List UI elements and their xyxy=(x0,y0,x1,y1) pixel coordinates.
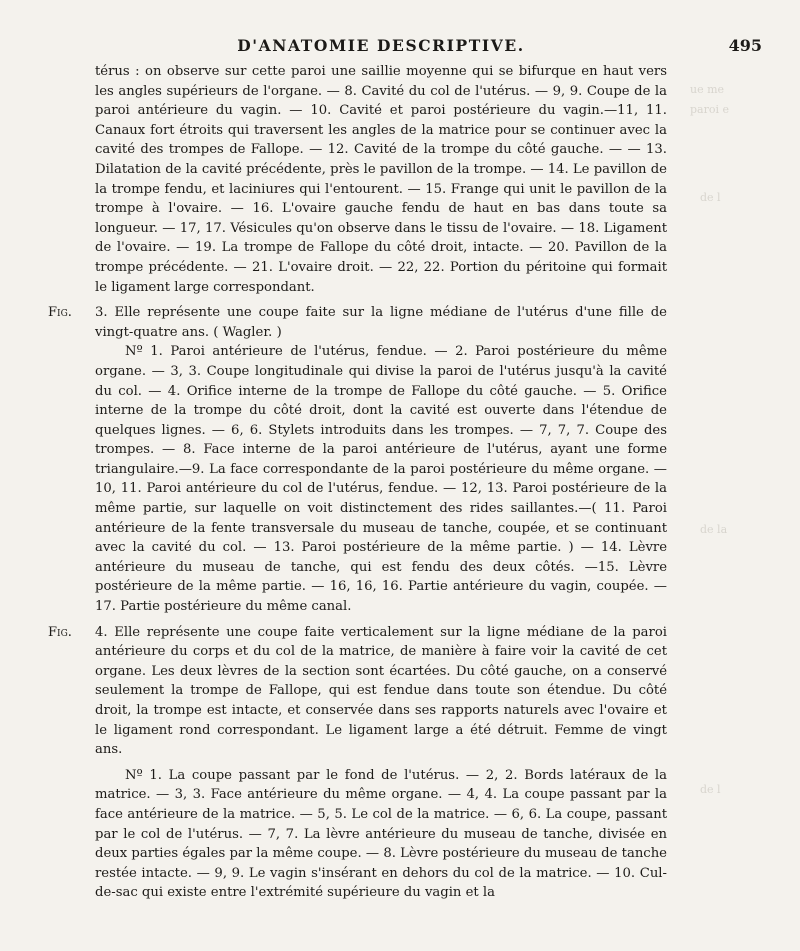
show-through-text: de l xyxy=(700,191,721,204)
page-body xyxy=(48,62,667,903)
show-through-text: ue me xyxy=(690,83,725,96)
header-title: D'ANATOMIE DESCRIPTIVE. xyxy=(237,36,525,55)
figure-3-intro: 3. Elle représente une coupe faite sur la ligne médiane de l'utérus d'une fille de vingt-quatre ans. ( Wagler. ) xyxy=(95,305,667,340)
figure-3-details: Nº 1. Paroi antérieure de l'utérus, fendue. — 2. Paroi postérieure du même organe. — 3, 3. Coupe longitudinale qui divise la paroi de l'utérus jusqu'à la cavité du col. — 4. Orifice interne de la trompe de Fallope du côté gauche. — 5. Orifice interne de la trompe du côté droit, dont la cavité est ouverte dans l'étendue de quelques lignes. — 6, 6. Stylets introduits dans les trompes. — 7, 7, 7. Coupe des trompes. — 8. Face interne de la paroi antérieure de l'utérus, ayant une forme triangulaire.—9. La face correspondante de la paroi postérieure du même organe. — 10, 11. Paroi antérieure du col de l'utérus, fendue. — 12, 13. Paroi postérieure de la même partie, sur laquelle on voit distinctement des rides saillantes.—( 11. Paroi antérieure de la fente transversale du museau de tanche, coupée, et se continuant avec la cavité du col. — 13. Paroi postérieure de la même partie. ) — 14. Lèvre antérieure du museau de tanche, qui est fendu des deux côtés. —15. Lèvre postérieure de la même partie. — 16, 16, 16. Partie antérieure du vagin, coupée. — 17. Partie postérieure du même canal. xyxy=(95,344,667,615)
show-through-text: de l xyxy=(700,783,721,796)
figure-label: Fig. xyxy=(48,305,72,321)
figure-4-caption xyxy=(48,623,667,760)
figure-3-caption xyxy=(48,303,667,342)
page-number: 495 xyxy=(728,36,762,55)
show-through-text: de la xyxy=(700,523,728,536)
figure-4-details: Nº 1. La coupe passant par le fond de l'utérus. — 2, 2. Bords latéraux de la matrice. — 3, 3. Face antérieure du même organe. — 4, 4. La coupe passant par la face antérieure de la matrice. — 5, 5. Le col de la matrice. — 6, 6. La coupe, passant par le col de l'utérus. — 7, 7. La lèvre antérieure du museau de tanche, divisée en deux parties égales par la même coupe. — 8. Lèvre postérieure du museau de tanche restée intacte. — 9, 9. Le vagin s'insérant en dehors du col de la matrice. — 10. Cul-de-sac qui existe entre l'extrémité supérieure du vagin et la xyxy=(95,767,667,901)
figure-label: Fig. xyxy=(48,624,72,640)
show-through-text: paroi e xyxy=(690,103,730,116)
running-header xyxy=(95,36,762,62)
figure-4-intro: 4. Elle représente une coupe faite verticalement sur la ligne médiane de la paroi antérieure du corps et du col de la matrice, de manière à faire voir la cavité de cet organe. Les deux lèvres de la section sont écartées. Du côté gauche, on a conservé seulement la trompe de Fallope, qui est fendue dans toute son étendue. Du côté droit, la trompe est intacte, et conservée dans ses rapports naturels avec l'ovaire et le ligament rond correspondant. Le ligament large a été détruit. Femme de vingt ans. xyxy=(95,624,667,758)
continuation-paragraph: térus : on observe sur cette paroi une saillie moyenne qui se bifurque en haut vers les angles supérieurs de l'organe. — 8. Cavité du col de l'utérus. — 9, 9. Coupe de la paroi antérieure du vagin. — 10. Cavité et paroi postérieure du vagin.—11, 11. Canaux fort étroits qui traversent les angles de la matrice pour se continuer avec la cavité des trompes de Fallope. — 12. Cavité de la trompe du côté gauche. — — 13. Dilatation de la cavité précédente, près le pavillon de la trompe. — 14. Le pavillon de la trompe fendu, et laciniures qui l'entourent. — 15. Frange qui unit le pavillon de la trompe à l'ovaire. — 16. L'ovaire gauche fendu de haut en bas dans toute sa longueur. — 17, 17. Vésicules qu'on observe dans le tissu de l'ovaire. — 18. Ligament de l'ovaire. — 19. La trompe de Fallope du côté droit, intacte. — 20. Pavillon de la trompe précédente. — 21. L'ovaire droit. — 22, 22. Portion du péritoine qui formait le ligament large correspondant. xyxy=(95,64,667,295)
